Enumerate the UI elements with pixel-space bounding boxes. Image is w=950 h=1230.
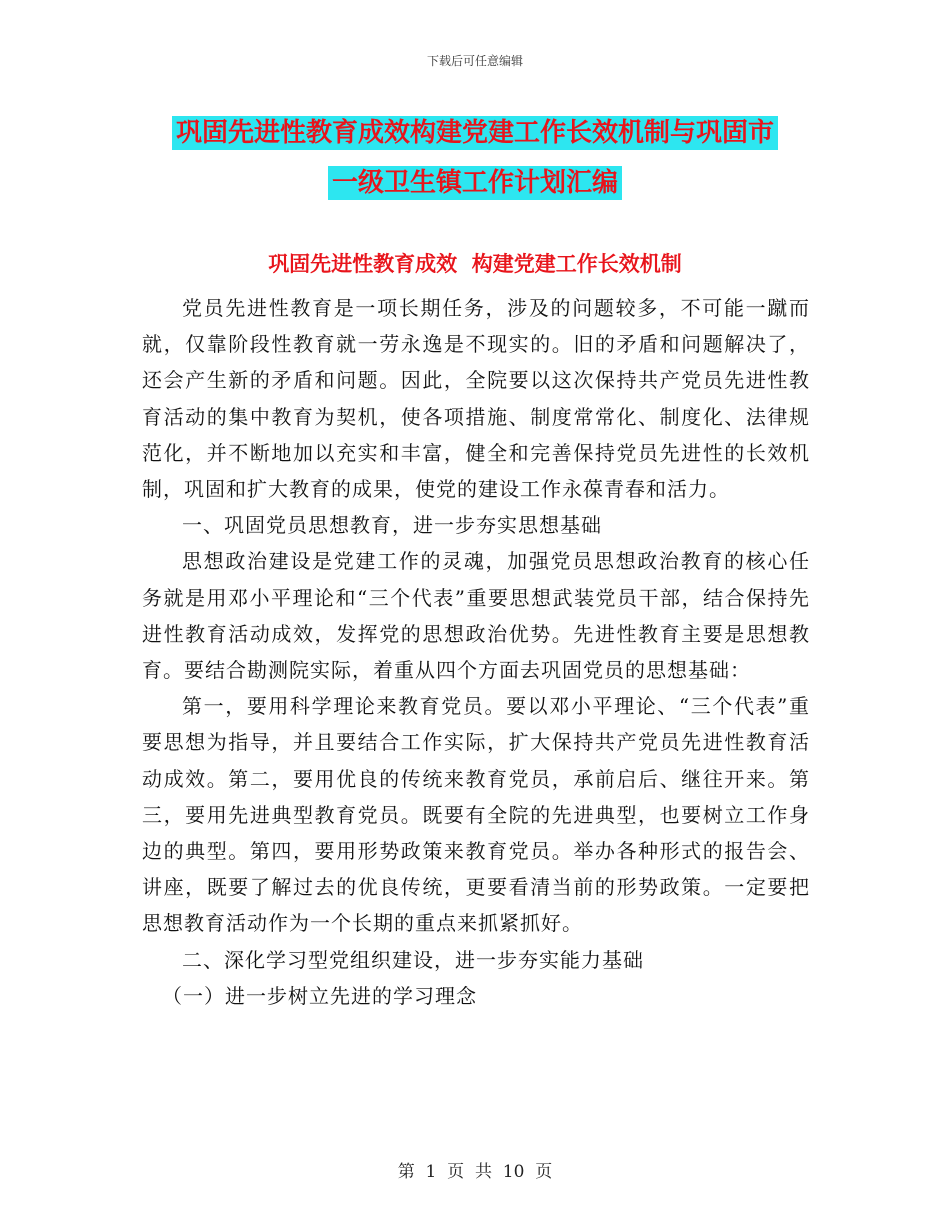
document-body [142, 290, 810, 1014]
title-line-1: 巩固先进性教育成效构建党建工作长效机制与巩固市 [172, 116, 778, 150]
page-footer: 第 1 页 共 10 页 [397, 1162, 553, 1182]
section-title: 巩固先进性教育成效 构建党建工作长效机制 [268, 252, 682, 276]
paragraph: 思想政治建设是党建工作的灵魂，加强党员思想政治教育的核心任务就是用邓小平理论和“三个代表”重要思想武装党员干部，结合保持先进性教育活动成效，发挥党的思想政治优势。先进性教育主要是思想教育。要结合勘测院实际，着重从四个方面去巩固党员的思想基础： [142, 549, 810, 683]
heading-paragraph: 二、深化学习型党组织建设，进一步夯实能力基础 [182, 947, 644, 972]
title-line-2: 一级卫生镇工作计划汇编 [328, 166, 622, 200]
paragraph: 党员先进性教育是一项长期任务，涉及的问题较多，不可能一蹴而就，仅靠阶段性教育就一劳永逸是不现实的。旧的矛盾和问题解决了，还会产生新的矛盾和问题。因此，全院要以这次保持共产党员先进性教育活动的集中教育为契机，使各项措施、制度常常化、制度化、法律规范化，并不断地加以充实和丰富，健全和完善保持党员先进性的长效机制，巩固和扩大教育的成果，使党的建设工作永葆青春和活力。 [142, 296, 810, 502]
paragraph: 第一，要用科学理论来教育党员。要以邓小平理论、“三个代表”重要思想为指导，并且要结合工作实际，扩大保持共产党员先进性教育活动成效。第二，要用优良的传统来教育党员，承前启后、继往开来。第三，要用先进典型教育党员。既要有全院的先进典型，也要树立工作身边的典型。第四，要用形势政策来教育党员。举办各种形式的报告会、讲座，既要了解过去的优良传统，更要看清当前的形势政策。一定要把思想教育活动作为一个长期的重点来抓紧抓好。 [142, 694, 810, 936]
heading-paragraph: 一、巩固党员思想教育，进一步夯实思想基础 [182, 513, 602, 538]
document-title [140, 108, 810, 208]
header-note: 下载后可任意编辑 [426, 54, 523, 68]
subheading-paragraph: （一）进一步树立先进的学习理念 [162, 983, 477, 1008]
